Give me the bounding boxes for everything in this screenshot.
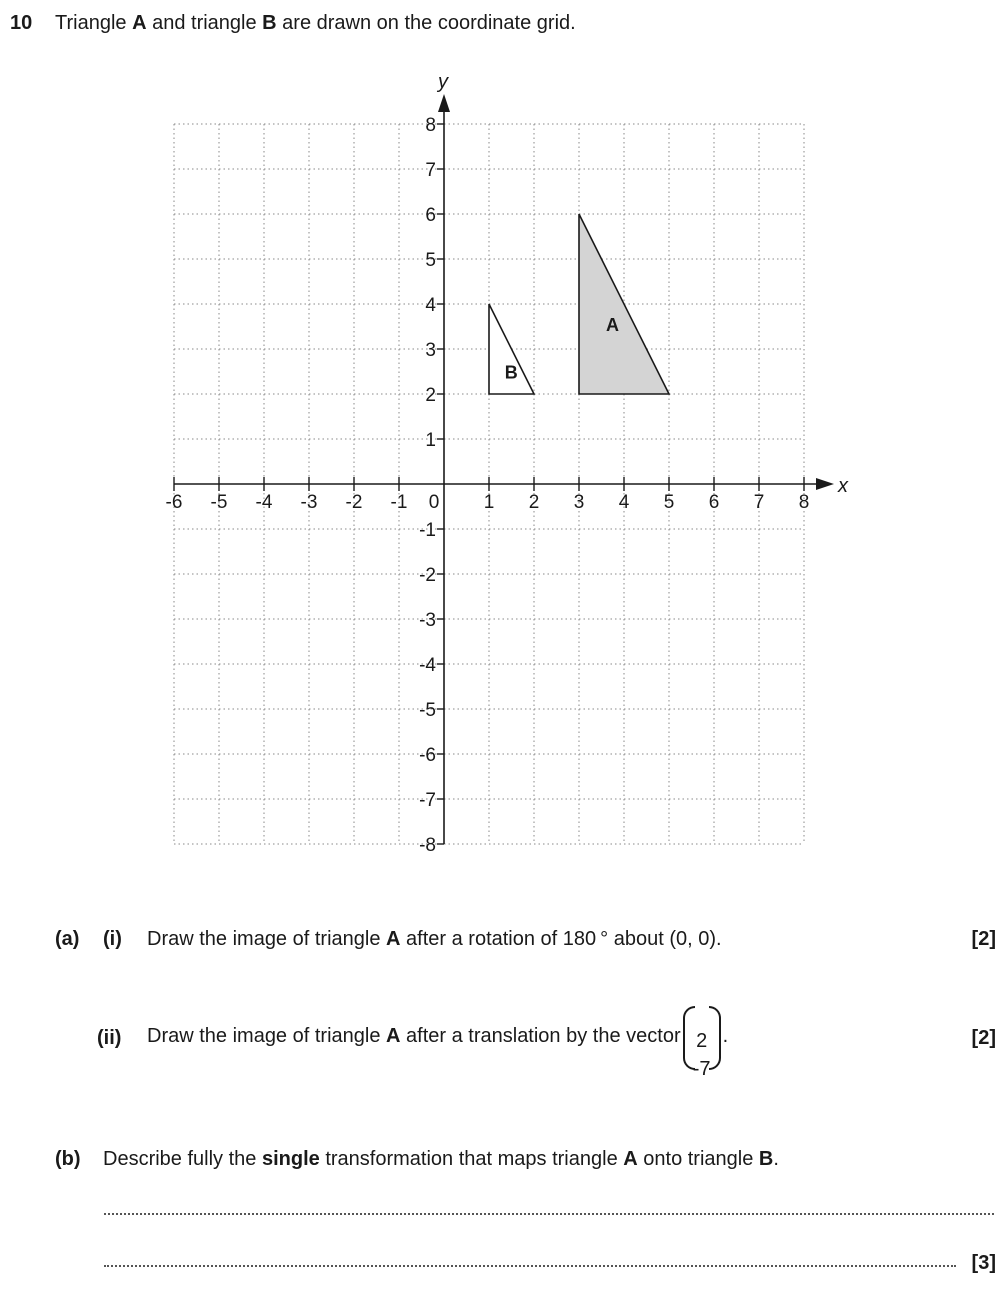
part-a-ii-pre: Draw the image of triangle (147, 1025, 387, 1047)
part-a-i-label: (i) (103, 928, 122, 950)
part-b-label: (b) (55, 1148, 81, 1170)
y-tick-label: -7 (419, 790, 436, 811)
y-tick-label: 3 (425, 340, 436, 361)
intro-mid: and triangle (146, 12, 263, 34)
part-a-i-pre: Draw the image of triangle (147, 928, 387, 950)
part-a-ii-triangle: A (386, 1025, 401, 1047)
x-tick-label: 3 (573, 492, 585, 513)
part-b-single: single (261, 1148, 320, 1170)
part-b-end: . (773, 1148, 779, 1170)
x-tick-label: 8 (798, 492, 810, 513)
y-tick-label: -2 (419, 565, 436, 586)
x-tick-label: 7 (753, 492, 765, 513)
y-tick-label: -6 (419, 745, 436, 766)
y-tick-label: 5 (425, 250, 436, 271)
y-tick-label: -3 (419, 610, 436, 631)
y-tick-label: 6 (425, 205, 436, 226)
y-tick-label: 7 (425, 160, 436, 181)
vector-x: 2 (696, 1029, 708, 1052)
triangle-a-label: A (606, 315, 619, 335)
x-axis-arrow (816, 478, 834, 490)
part-a-ii-text (147, 1005, 729, 1080)
x-tick-label: -4 (255, 492, 273, 513)
part-a-ii-label: (ii) (97, 1027, 122, 1049)
intro-triangle-a: A (132, 12, 147, 34)
part-a-label: (a) (55, 928, 80, 950)
intro-post: are drawn on the coordinate grid. (276, 12, 576, 34)
x-tick-label: -3 (300, 492, 318, 513)
y-tick-label: -5 (419, 700, 436, 721)
y-axis-arrow (438, 94, 450, 112)
y-tick-label: -4 (419, 655, 436, 676)
x-tick-label: 1 (483, 492, 495, 513)
part-a-i-marks: [2] (971, 928, 996, 950)
part-b-triangle-b: B (758, 1148, 774, 1170)
part-a-ii-end: . (722, 1025, 729, 1047)
y-tick-label: -1 (419, 520, 436, 541)
x-axis-label: x (838, 475, 848, 497)
vector-right-bracket (709, 1006, 721, 1070)
x-tick-label: 4 (618, 492, 630, 513)
answer-line-1[interactable] (104, 1213, 994, 1215)
x-tick-label: -5 (210, 492, 228, 513)
x-tick-label: 6 (708, 492, 720, 513)
intro-triangle-b: B (262, 12, 277, 34)
part-a-i-text (147, 928, 722, 951)
part-b-mid: transformation that maps triangle (319, 1148, 624, 1170)
translation-vector (683, 1006, 721, 1080)
part-a-i-triangle: A (386, 928, 401, 950)
x-tick-label: 5 (663, 492, 675, 513)
origin-label: 0 (428, 492, 440, 513)
y-axis-label: y (438, 71, 448, 93)
y-tick-label: 1 (425, 430, 436, 451)
y-tick-label: -8 (419, 835, 436, 856)
y-tick-label: 4 (425, 295, 436, 316)
answer-line-2[interactable] (104, 1265, 956, 1267)
part-b-marks: [3] (971, 1252, 996, 1274)
x-tick-label: -6 (165, 492, 183, 513)
part-b-triangle-a: A (623, 1148, 638, 1170)
part-a-ii-marks: [2] (971, 1027, 996, 1049)
x-tick-label: -1 (390, 492, 408, 513)
triangle-b-label: B (504, 362, 518, 383)
part-a-i-post: after a rotation of 180 ° about (0, 0). (400, 928, 722, 950)
part-b-text (103, 1148, 779, 1171)
y-tick-label: 2 (425, 385, 436, 406)
question-number: 10 (10, 12, 33, 34)
x-tick-label: -2 (345, 492, 363, 513)
part-b-mid2: onto triangle (637, 1148, 759, 1170)
intro-pre: Triangle (55, 12, 133, 34)
vector-y: -7 (692, 1057, 711, 1080)
y-tick-label: 8 (425, 115, 436, 136)
part-b-pre: Describe fully the (103, 1148, 262, 1170)
part-a-ii-post: after a translation by the vector (400, 1025, 681, 1047)
x-tick-label: 2 (528, 492, 540, 513)
